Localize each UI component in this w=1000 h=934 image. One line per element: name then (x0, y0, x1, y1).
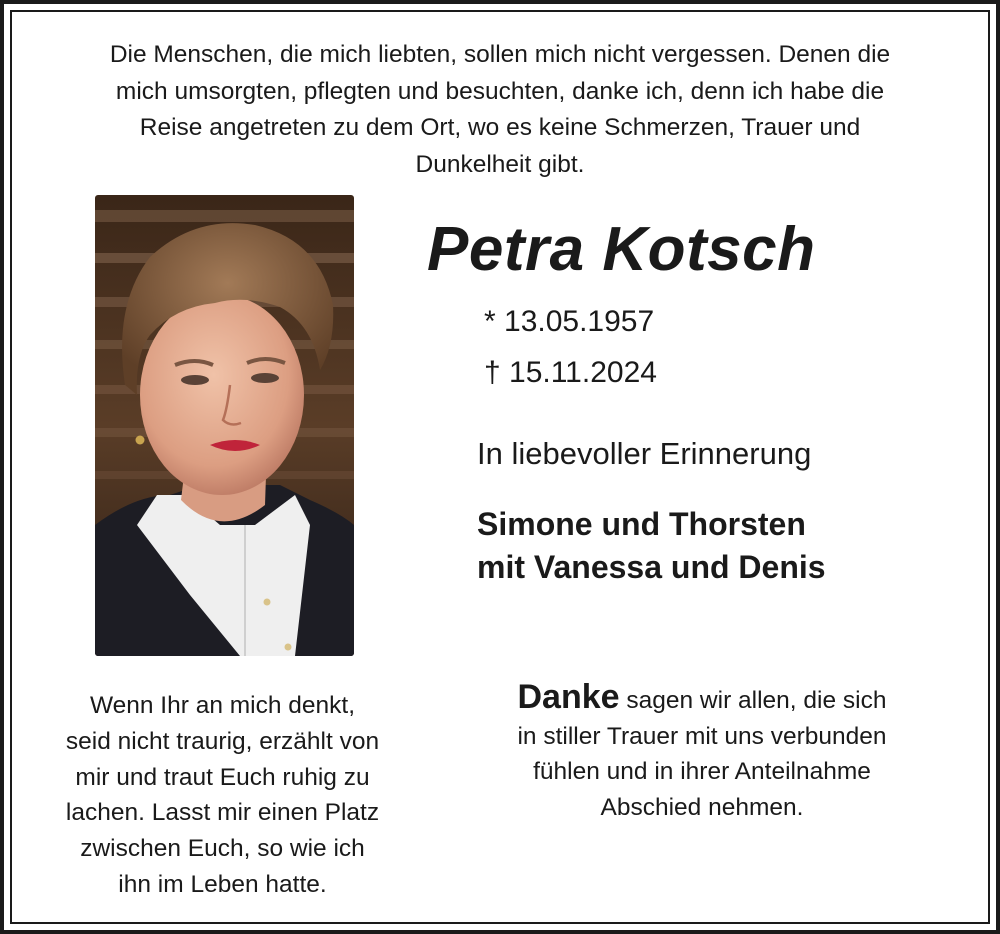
family-signature (477, 503, 826, 589)
portrait-photo (95, 195, 354, 656)
poem-line: mir und traut Euch ruhig zu (75, 763, 370, 791)
poem-line: seid nicht traurig, erzählt von (65, 727, 380, 755)
family-line: mit Vanessa und Denis (477, 549, 826, 585)
poem-line: lachen. Lasst mir einen Platz (65, 799, 380, 827)
death-date: † 15.11.2024 (484, 356, 657, 389)
intro-verse (30, 37, 970, 183)
family-line: Simone und Thorsten (477, 506, 806, 542)
thanks-first-line (470, 680, 934, 719)
birth-date: * 13.05.1957 (484, 305, 655, 338)
poem-line: zwischen Euch, so wie ich (80, 835, 365, 863)
poem-verse (30, 688, 415, 903)
poem-line: ihn im Leben hatte. (118, 870, 327, 898)
intro-line: Reise angetreten zu dem Ort, wo es keine Schmerzen, Trauer und (139, 114, 861, 141)
intro-line: Die Menschen, die mich liebten, sollen mich nicht vergessen. Denen die (109, 41, 891, 68)
thanks-message (470, 680, 934, 825)
thanks-line: in stiller Trauer mit uns verbunden (517, 722, 887, 750)
thanks-word: Danke (517, 678, 620, 716)
intro-line: mich umsorgten, pflegten und besuchten, danke ich, denn ich habe die (115, 77, 885, 105)
thanks-line: Abschied nehmen. (600, 793, 804, 821)
thanks-text: sagen wir allen, die sich (619, 687, 887, 714)
intro-line: Dunkelheit gibt. (415, 150, 585, 178)
poem-line: Wenn Ihr an mich denkt, (89, 692, 356, 719)
memory-line: In liebevoller Erinnerung (477, 436, 812, 471)
deceased-name: Petra Kotsch (427, 215, 816, 284)
thanks-line: fühlen und in ihrer Anteilnahme (533, 758, 871, 785)
